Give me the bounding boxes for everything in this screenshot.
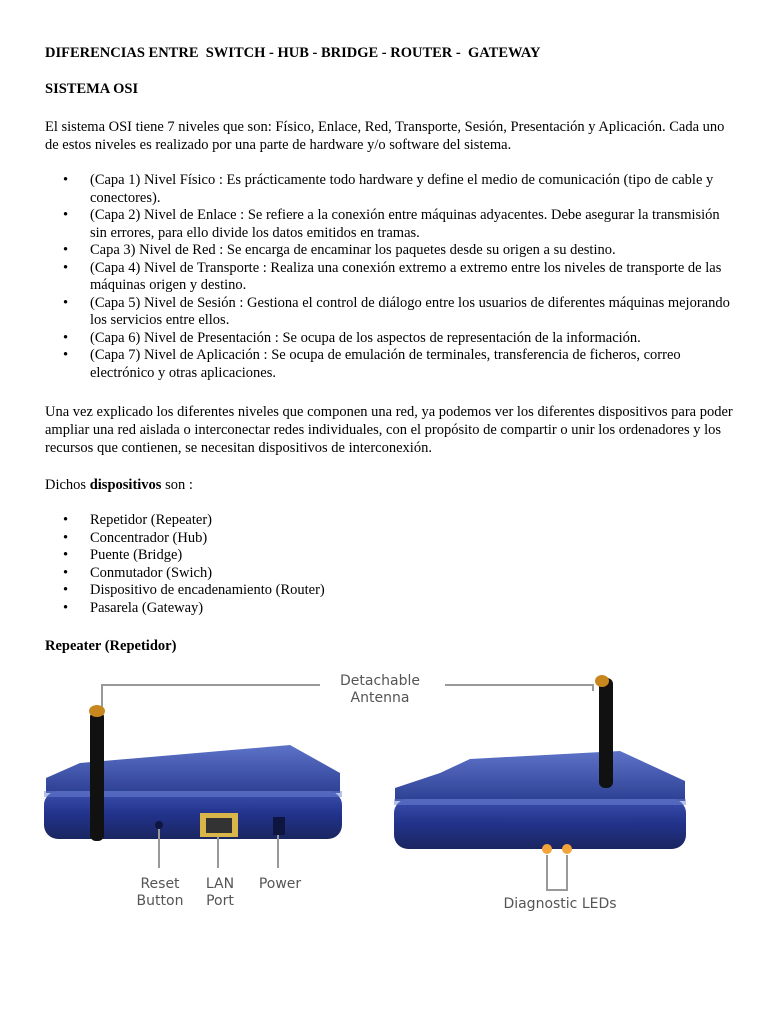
label-lan-port: LAN Port (205, 876, 235, 909)
list-item: • (Capa 6) Nivel de Presentación : Se ocupa de los aspectos de representación de la información. (63, 329, 641, 346)
label-reset-button: Reset Button (136, 876, 184, 909)
osi-levels-list (45, 172, 735, 382)
list-item: • (Capa 1) Nivel Físico : Es prácticamente todo hardware y define el medio de comunicación (tipo de cable y conectores). (63, 172, 714, 206)
list-item: • Dispositivo de encadenamiento (Router) (63, 582, 325, 598)
explanation-paragraph: Una vez explicado los diferentes niveles que componen una red, ya podemos ver los diferentes dispositivos para poder ampliar una red aislada o interconectar redes individuales, con el propósito de compartir o unir los ordenadores y los recursos que contienen, se necesitan dispositivos de interconexión. (45, 404, 733, 456)
list-item: • Puente (Bridge) (63, 547, 183, 563)
list-item: • (Capa 4) Nivel de Transporte : Realiza una conexión extremo a extremo entre los niveles de transporte de las máquinas origen y destino. (63, 259, 722, 293)
repeater-back-view (44, 705, 342, 868)
list-item: • (Capa 5) Nivel de Sesión : Gestiona el control de diálogo entre los usuarios de diferentes máquinas mejorando los servicios entre ellos. (63, 294, 730, 328)
label-detachable-antenna: Detachable Antenna (339, 673, 420, 706)
list-item: • (Capa 7) Nivel de Aplicación : Se ocupa de emulación de terminales, transferencia de ficheros, correo electrónico y otras aplicaciones. (63, 347, 681, 381)
section-heading-osi: SISTEMA OSI (45, 81, 139, 97)
list-item: • Concentrador (Hub) (63, 529, 208, 546)
label-power: Power (258, 876, 302, 892)
list-item: • Pasarela (Gateway) (63, 599, 204, 616)
repeater-heading: Repeater (Repetidor) (45, 638, 177, 654)
list-item: • Conmutador (Swich) (63, 564, 213, 581)
document-title: DIFERENCIAS ENTRE SWITCH - HUB - BRIDGE - ROUTER - GATEWAY (45, 45, 541, 61)
intro-paragraph: El sistema OSI tiene 7 niveles que son: Físico, Enlace, Red, Transporte, Sesión, Presentación y Aplicación. Cada uno de estos niveles es realizado por una parte de hardware y/o software del sistema. (45, 119, 725, 153)
label-diagnostic-leds: Diagnostic LEDs (503, 896, 617, 912)
list-item: • (Capa 2) Nivel de Enlace : Se refiere a la conexión entre máquinas adyacentes. Debe asegurar la transmisión sin errores, para ello divide los datos emitidos en tramas. (63, 207, 720, 241)
repeater-figure (40, 663, 690, 923)
repeater-front-view (394, 675, 686, 890)
antenna-leader-left (102, 685, 320, 713)
devices-intro: Dichos dispositivos son : (45, 477, 193, 493)
devices-list (45, 512, 735, 617)
antenna-leader-right (445, 685, 593, 691)
list-item: • Repetidor (Repeater) (63, 512, 212, 528)
list-item: • Capa 3) Nivel de Red : Se encarga de encaminar los paquetes desde su origen a su destino. (63, 242, 616, 258)
